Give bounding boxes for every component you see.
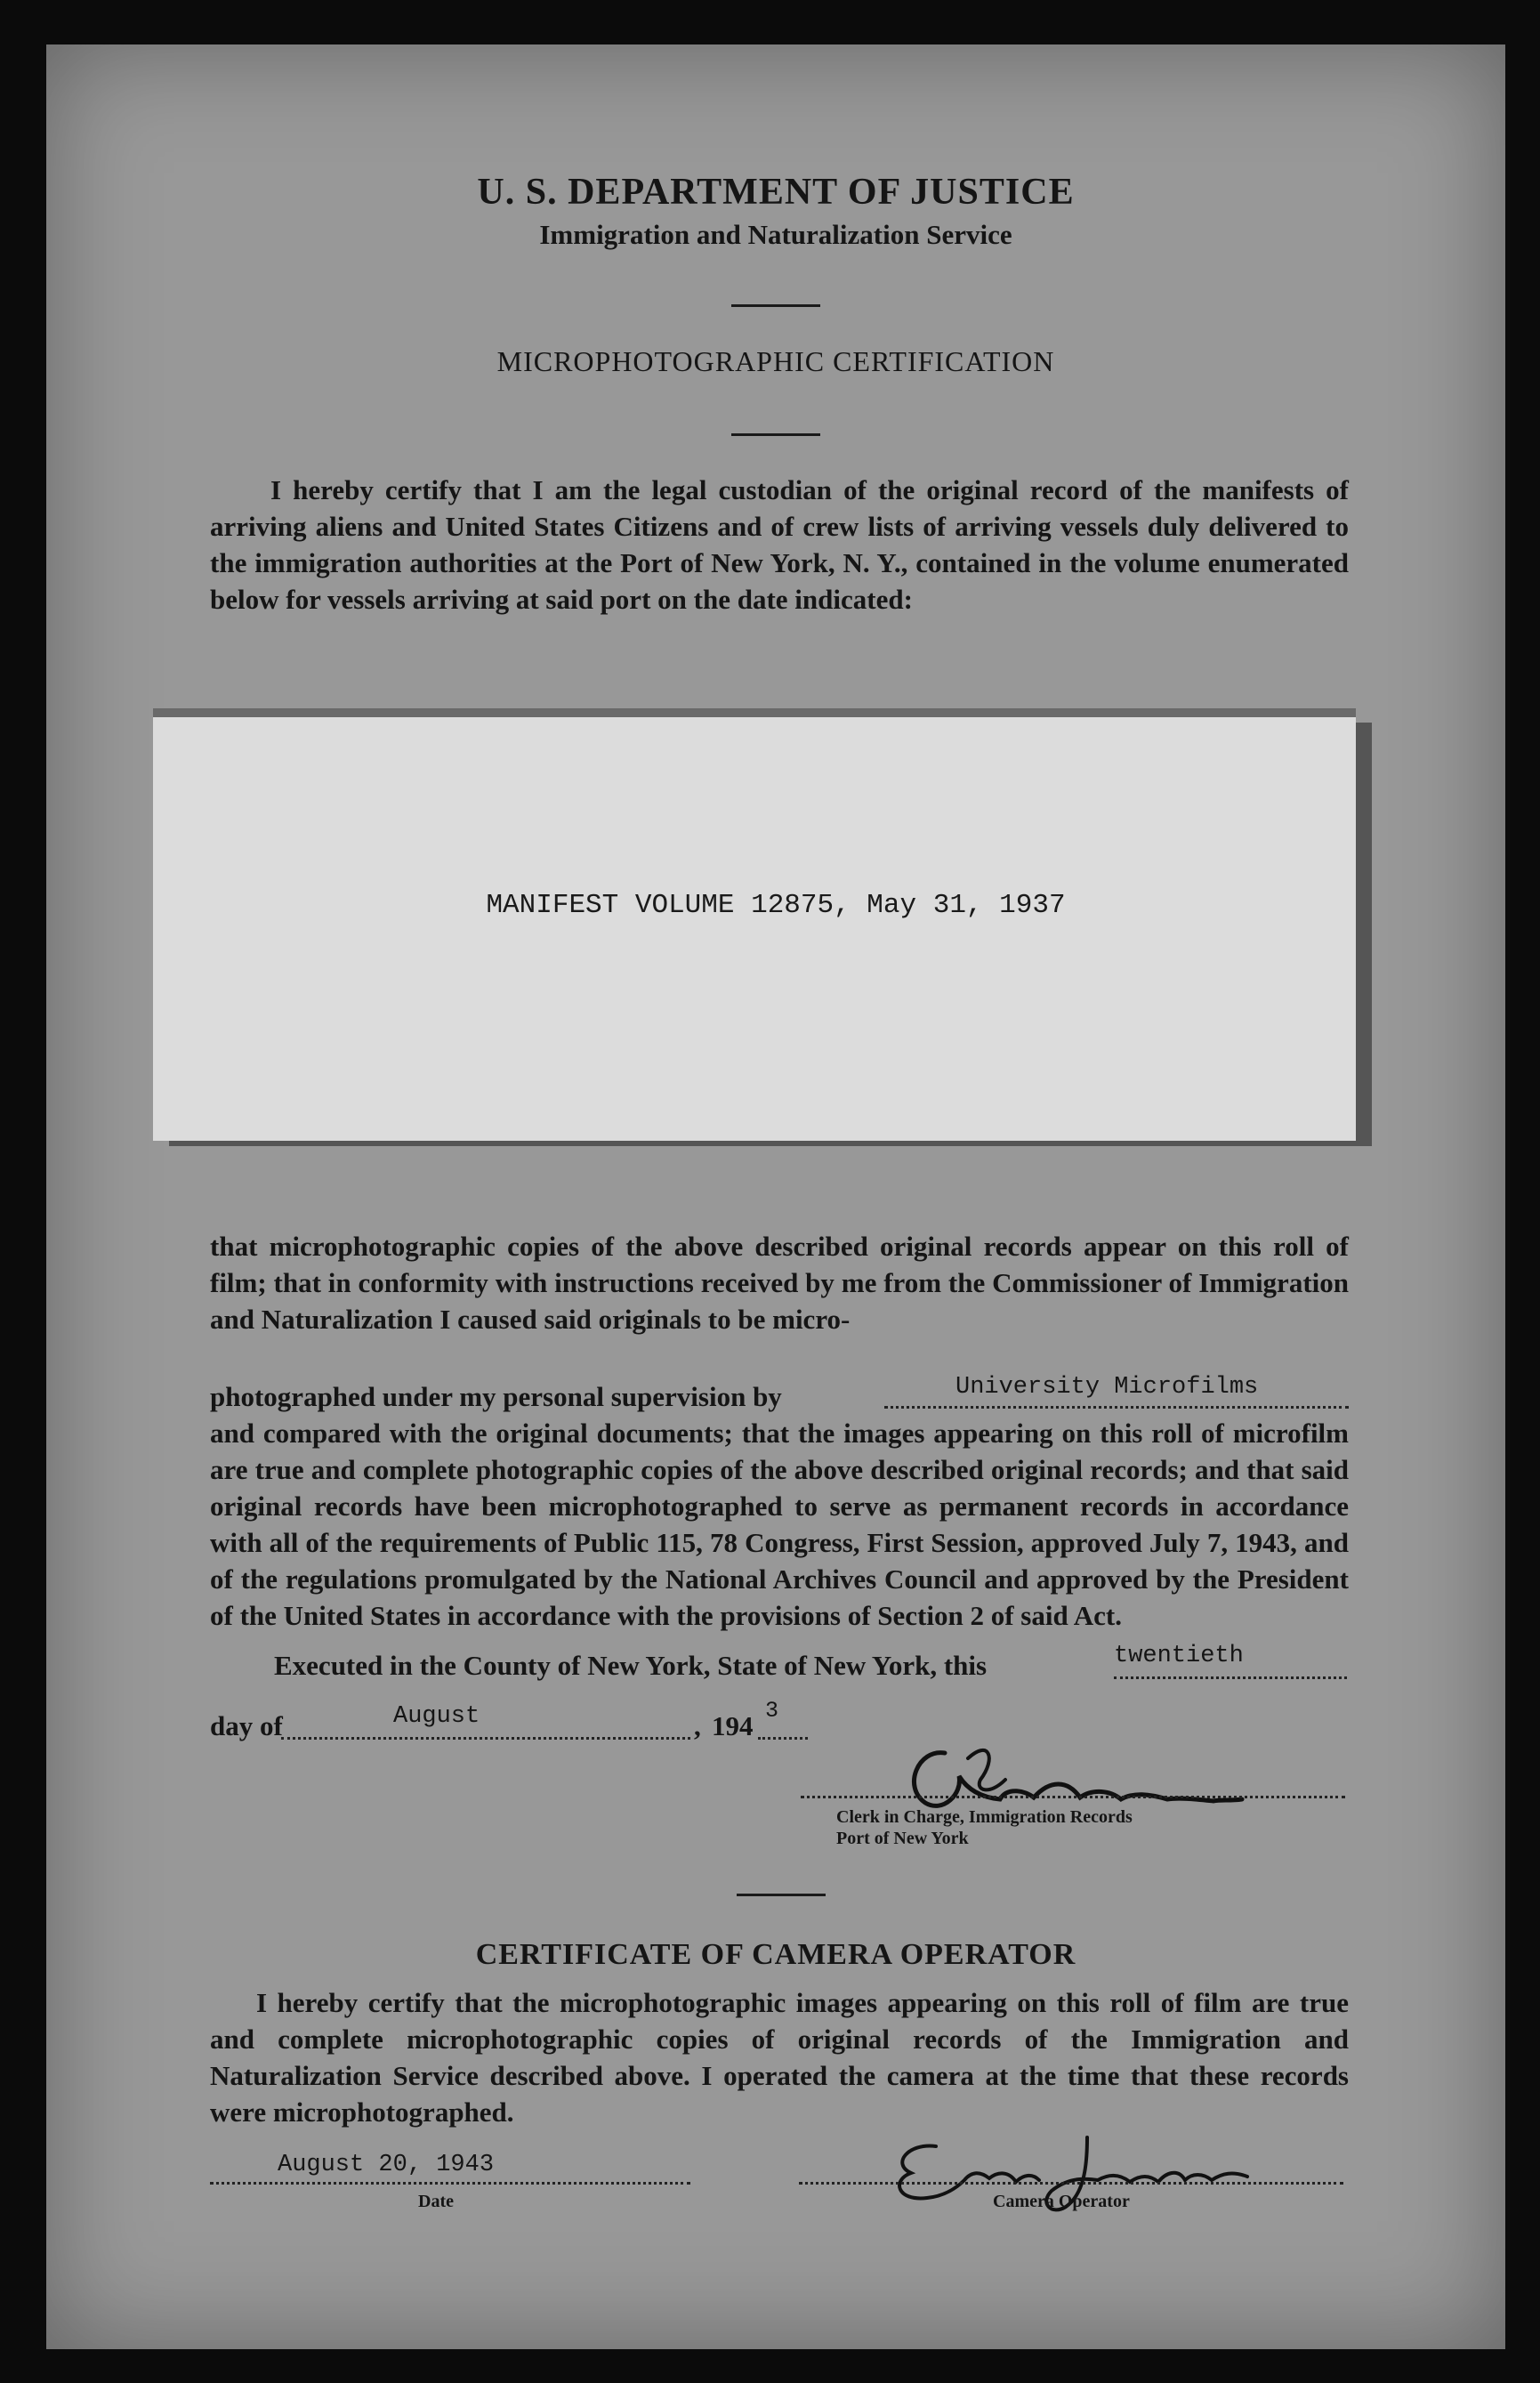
executed-day-line — [1114, 1676, 1347, 1679]
volume-card — [153, 717, 1356, 1141]
date-line — [210, 2182, 690, 2185]
certification-title: MICROPHOTOGRAPHIC CERTIFICATION — [496, 345, 1055, 377]
certificate-page — [46, 44, 1505, 2349]
intro-paragraph: I hereby certify that I am the legal custodian of the original record of the manifests of arriving aliens and United States Citizens and of crew lists of arriving vessels duly delivered to the immigration authorities at the Port of New York, N. Y., contained in the volume enumerated below for vessels arriving at said port on the date indicated: — [210, 474, 1349, 615]
clerk-signature-line — [801, 1796, 1345, 1798]
divider — [731, 304, 820, 307]
service-subheading: Immigration and Naturalization Service — [539, 219, 1012, 250]
date-label: Date — [418, 2192, 454, 2211]
operator-label: Camera Operator — [993, 2192, 1130, 2211]
year-comma: , — [694, 1710, 701, 1741]
manifest-volume: MANIFEST VOLUME 12875, May 31, 1937 — [486, 890, 1066, 921]
clerk-port: Port of New York — [836, 1829, 969, 1848]
executed-label: Executed in the County of New York, State of New York, this — [274, 1650, 988, 1681]
body-paragraph-end: and compared with the original documents; that the images appearing on this roll of microfilm are true and complete photographic copies of the above described original records; and that said original records have been microphotographed to serve as permanent records in accordance with all of the requirements of Public 115, 78 Congress, First Session, approved July 7, 1943, and of the regulations promulgated by the National Archives Council and approved by the President of the United States in accordance with the provisions of Section 2 of said Act. — [210, 1418, 1349, 1631]
operator-signature-line — [799, 2182, 1343, 2185]
month: August — [393, 1703, 480, 1730]
month-line — [281, 1737, 690, 1740]
department-heading: U. S. DEPARTMENT OF JUSTICE — [477, 172, 1075, 213]
clerk-title: Clerk in Charge, Immigration Records — [836, 1807, 1133, 1827]
supervisor-name: University Microfilms — [955, 1374, 1259, 1401]
camera-operator-statement: I hereby certify that the microphotographic images appearing on this roll of film are true and complete microphotographic copies of original records of the Immigration and Naturalization Service described above. I operated the camera at the time that these records were microphotographed. — [210, 1987, 1349, 2128]
body-paragraph-start: that microphotographic copies of the above described original records appear on this roll of film; that in conformity with instructions received by me from the Commissioner of Immigration and Naturalization I caused said originals to be micro- — [210, 1231, 1349, 1335]
divider — [731, 433, 820, 436]
date-value: August 20, 1943 — [278, 2152, 495, 2178]
year-prefix: 194 — [712, 1710, 754, 1741]
camera-operator-title: CERTIFICATE OF CAMERA OPERATOR — [475, 1938, 1076, 1971]
day-of-label: day of — [210, 1710, 283, 1741]
divider — [737, 1894, 826, 1896]
year-digit: 3 — [765, 1698, 779, 1724]
executed-day: twentieth — [1114, 1643, 1244, 1669]
year-digit-line — [758, 1737, 808, 1740]
supervision-label: photographed under my personal supervision by — [210, 1381, 782, 1412]
supervisor-line — [884, 1406, 1349, 1409]
